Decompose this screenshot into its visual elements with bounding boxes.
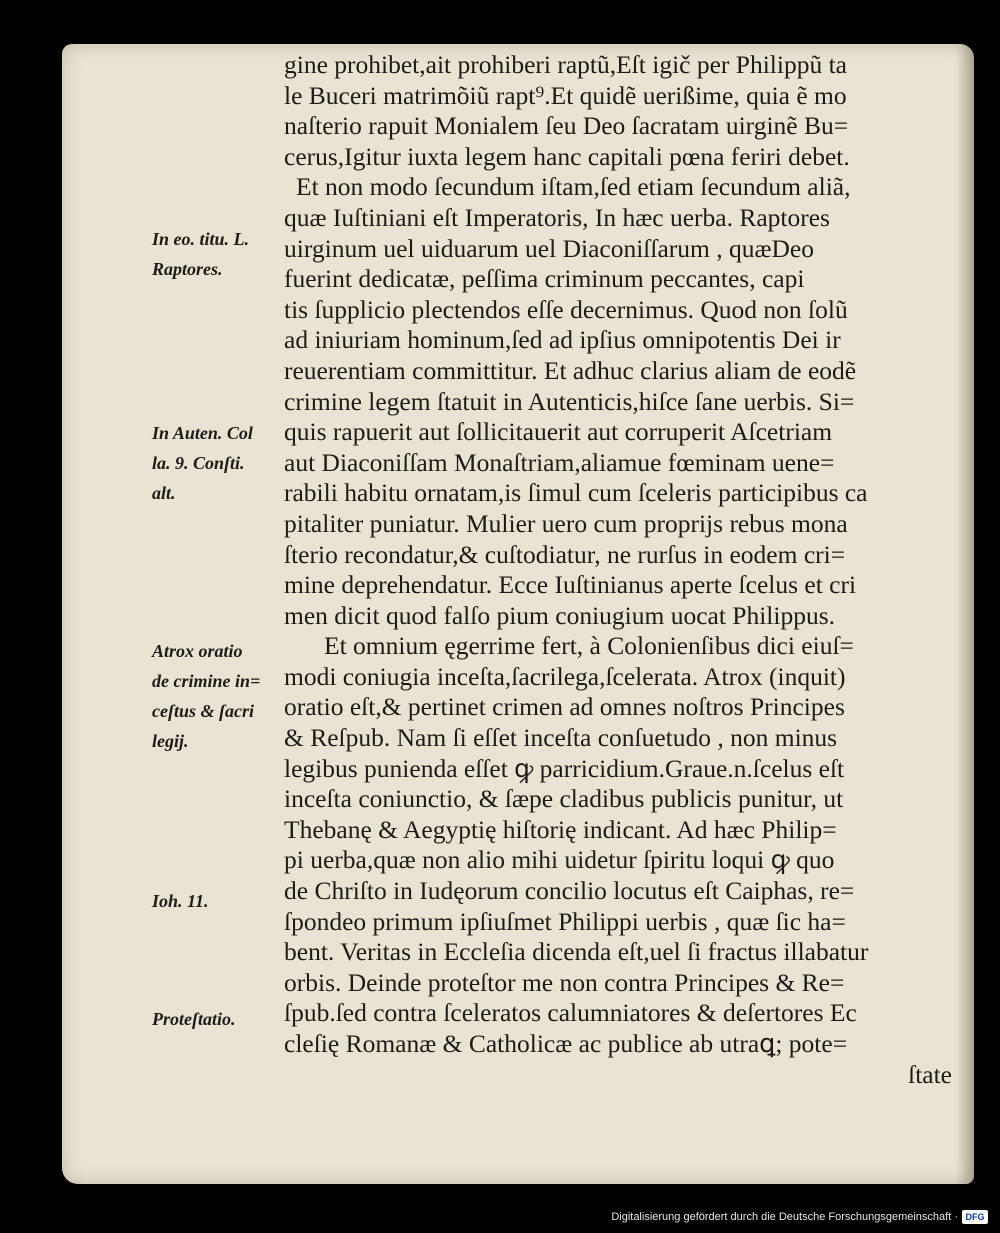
margin-note-line: alt. (152, 483, 176, 503)
text-line: aut Diaconiſſam Monaſtriam,aliamue fœminam uene= (284, 447, 835, 477)
text-line: Et omnium ęgerrime fert, à Colonienſibus dici eiuſ= (324, 631, 854, 661)
margin-note-line: Atrox oratio (152, 641, 243, 661)
text-line: quis rapuerit aut ſollicitauerit aut corruperit Aſcetriam (284, 417, 833, 447)
text-line: men dicit quod falſo pium coniugium uocat Philippus. (284, 600, 836, 630)
margin-note-line: Proteſtatio. (152, 1009, 236, 1029)
text-line: fuerint dedicatæ, peſſima criminum peccantes, capi (284, 264, 805, 294)
text-line: inceſta coniunctio, & ſæpe cladibus publicis punitur, ut (284, 784, 844, 814)
text-line: quæ Iuſtiniani eſt Imperatoris, In hæc uerba. Raptores (284, 202, 830, 232)
text-line: legibus punienda eſſet ꝙ parricidium.Graue.n.ſcelus eſt (284, 753, 845, 783)
text-line: orbis. Deinde proteſtor me non contra Principes & Re= (284, 967, 845, 997)
book-page (62, 44, 974, 1184)
text-line: reuerentiam committitur. Et adhuc clarius aliam de eodẽ (284, 355, 857, 385)
dfg-logo: DFG (962, 1210, 988, 1224)
margin-note-ioh (152, 886, 292, 916)
text-line: cleſię Romanæ & Catholicæ ac publice ab utraꝗ; pote= (284, 1029, 848, 1058)
text-line: rabili habitu ornatam,is ſimul cum ſceleris participibus ca (284, 478, 868, 508)
margin-note-line: In eo. titu. L. (152, 229, 250, 249)
text-line: crimine legem ſtatuit in Autenticis,hiſce ſane uerbis. Si= (284, 386, 855, 416)
text-line: uirginum uel uiduarum uel Diaconiſſarum , quæDeo (284, 233, 814, 263)
margin-note-atrox-oratio (152, 636, 292, 756)
text-line: bent. Veritas in Eccleſia dicenda eſt,uel ſi fractus illabatur (284, 937, 869, 967)
text-line: ſterio recondatur,& cuſtodiatur, ne rurſus in eodem cri= (284, 539, 846, 569)
margin-note-raptores (152, 224, 292, 284)
text-line: & Reſpub. Nam ſi eſſet inceſta conſuetudo , non minus (284, 723, 838, 753)
text-line: ad iniuriam hominum,ſed ad ipſius omnipotentis Dei ir (284, 325, 841, 355)
text-line: modi coniugia inceſta,ſacrilega,ſcelerata. Atrox (inquit) (284, 661, 846, 691)
margin-note-line: In Auten. Col (152, 423, 253, 443)
margin-note-line: legij. (152, 731, 189, 751)
text-line: Et non modo ſecundum iſtam,ſed etiam ſecundum aliã, (296, 172, 851, 202)
text-line: mine deprehendatur. Ecce Iuſtinianus aperte ſcelus et cri (284, 570, 857, 600)
text-line: ſpub.ſed contra ſceleratos calumniatores & deſertores Ec (284, 998, 857, 1028)
margin-note-line: ceſtus & ſacri (152, 701, 254, 721)
text-line: pitaliter puniatur. Mulier uero cum proprijs rebus mona (284, 508, 848, 538)
main-text-block (284, 50, 952, 1090)
margin-note-line: Raptores. (152, 259, 223, 279)
margin-note-line: la. 9. Conſti. (152, 453, 245, 473)
text-line: de Chriſto in Iudęorum concilio locutus eſt Caiphas, re= (284, 876, 855, 906)
margin-note-line: Ioh. 11. (152, 891, 209, 911)
text-line: pi uerba,quæ non alio mihi uidetur ſpiritu loqui ꝙ quo (284, 845, 835, 875)
margin-note-autenticis (152, 418, 292, 508)
text-line: tis ſupplicio plectendos eſſe decernimus. Quod non ſolũ (284, 294, 848, 324)
page-edge-shadow (956, 44, 974, 1184)
text-line: Thebanę & Aegyptię hiſtorię indicant. Ad hæc Philip= (284, 814, 837, 844)
text-line: oratio eſt,& pertinet crimen ad omnes noſtros Principes (284, 692, 845, 722)
margin-note-line: de crimine in= (152, 671, 261, 691)
catchword: ſtate (908, 1059, 952, 1089)
margin-note-protestatio (152, 1004, 292, 1034)
footer-bar (0, 1185, 1000, 1233)
text-line: naſterio rapuit Monialem ſeu Deo ſacratam uirginẽ Bu= (284, 111, 849, 141)
text-line: le Buceri matrimõiũ rapt⁹.Et quidẽ uerißime, quia ẽ mo (284, 80, 847, 110)
funding-credit: Digitalisierung gefördert durch die Deutsche Forschungsgemeinschaft · (611, 1211, 958, 1223)
text-line: gine prohibet,ait prohiberi raptũ,Eſt igič per Philippũ ta (284, 50, 847, 79)
text-line: ſpondeo primum ipſiuſmet Philippi uerbis , quæ ſic ha= (284, 906, 846, 936)
text-line: cerus,Igitur iuxta legem hanc capitali pœna feriri debet. (284, 141, 850, 171)
